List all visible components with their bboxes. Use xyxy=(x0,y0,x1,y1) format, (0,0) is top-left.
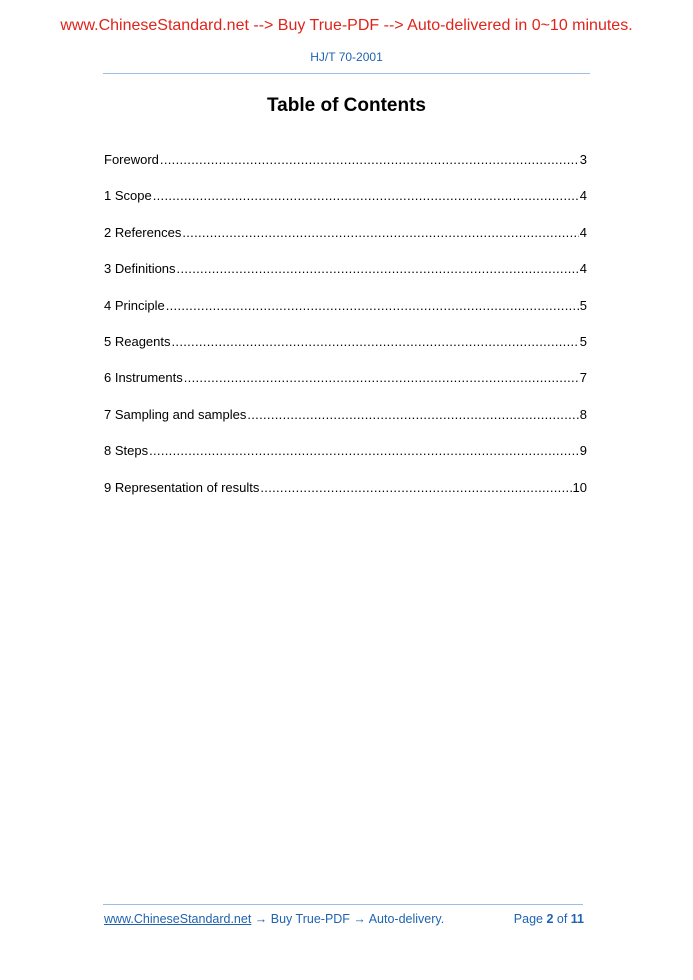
toc-entry[interactable] xyxy=(104,225,587,261)
toc-entry-label: 2 References xyxy=(104,224,182,240)
toc-entry-label: 1 Scope xyxy=(104,188,152,204)
toc-entry-page: 10 xyxy=(572,479,587,495)
toc-entry-page: 4 xyxy=(579,224,587,240)
toc-leader-dots xyxy=(184,370,579,385)
toc-leader-dots xyxy=(247,407,578,422)
footer-divider xyxy=(103,904,583,905)
toc-entry-page: 7 xyxy=(579,370,587,386)
toc-entry[interactable] xyxy=(104,370,587,406)
footer xyxy=(104,912,584,926)
toc-entry[interactable] xyxy=(104,188,587,224)
toc-leader-dots xyxy=(149,443,579,458)
toc-entry-page: 5 xyxy=(579,333,587,349)
footer-promo xyxy=(104,912,444,926)
page-of: of xyxy=(553,912,571,926)
toc-entry-label: Foreword xyxy=(104,152,159,167)
toc-entry-page: 4 xyxy=(579,261,587,277)
toc-entry-page: 5 xyxy=(579,297,587,313)
toc-entry-label: 8 Steps xyxy=(104,443,149,459)
page-total: 11 xyxy=(570,912,584,926)
toc-entry[interactable] xyxy=(104,480,587,516)
toc-entry-label: 4 Principle xyxy=(104,297,165,313)
toc-leader-dots xyxy=(166,298,579,313)
toc-leader-dots xyxy=(153,188,579,203)
page-number xyxy=(514,912,584,926)
toc-entry-label: 7 Sampling and samples xyxy=(104,406,247,422)
top-banner[interactable]: www.ChineseStandard.net --> Buy True-PDF --> Auto-delivered in 0~10 minutes. xyxy=(60,17,633,34)
standard-code: HJ/T 70-2001 xyxy=(310,50,383,64)
page-title: Table of Contents xyxy=(266,95,427,116)
toc-entry-page: 8 xyxy=(579,406,587,422)
toc-entry-page: 9 xyxy=(579,443,587,459)
toc-entry[interactable] xyxy=(104,407,587,443)
toc-entry[interactable] xyxy=(104,298,587,334)
header-divider xyxy=(103,73,590,74)
page-prefix: Page xyxy=(513,912,547,926)
toc-leader-dots xyxy=(177,261,579,276)
toc-leader-dots xyxy=(182,225,578,240)
toc-entry-page: 3 xyxy=(579,152,587,167)
toc-entry-label: 9 Representation of results xyxy=(104,479,260,495)
toc-entry-label: 3 Definitions xyxy=(104,261,176,277)
toc-leader-dots xyxy=(260,480,571,495)
toc-list xyxy=(104,152,587,516)
toc-entry[interactable] xyxy=(104,443,587,479)
toc-entry-page: 4 xyxy=(579,188,587,204)
toc-entry-label: 6 Instruments xyxy=(104,370,183,386)
toc-entry[interactable] xyxy=(104,152,587,188)
toc-entry-label: 5 Reagents xyxy=(104,333,171,349)
toc-entry[interactable] xyxy=(104,261,587,297)
footer-link[interactable]: www.ChineseStandard.net xyxy=(104,912,252,926)
page-current: 2 xyxy=(546,912,554,926)
toc-entry[interactable] xyxy=(104,334,587,370)
toc-leader-dots xyxy=(160,152,579,167)
footer-promo-text: → Buy True-PDF → Auto-delivery. xyxy=(251,912,445,926)
toc-leader-dots xyxy=(172,334,579,349)
